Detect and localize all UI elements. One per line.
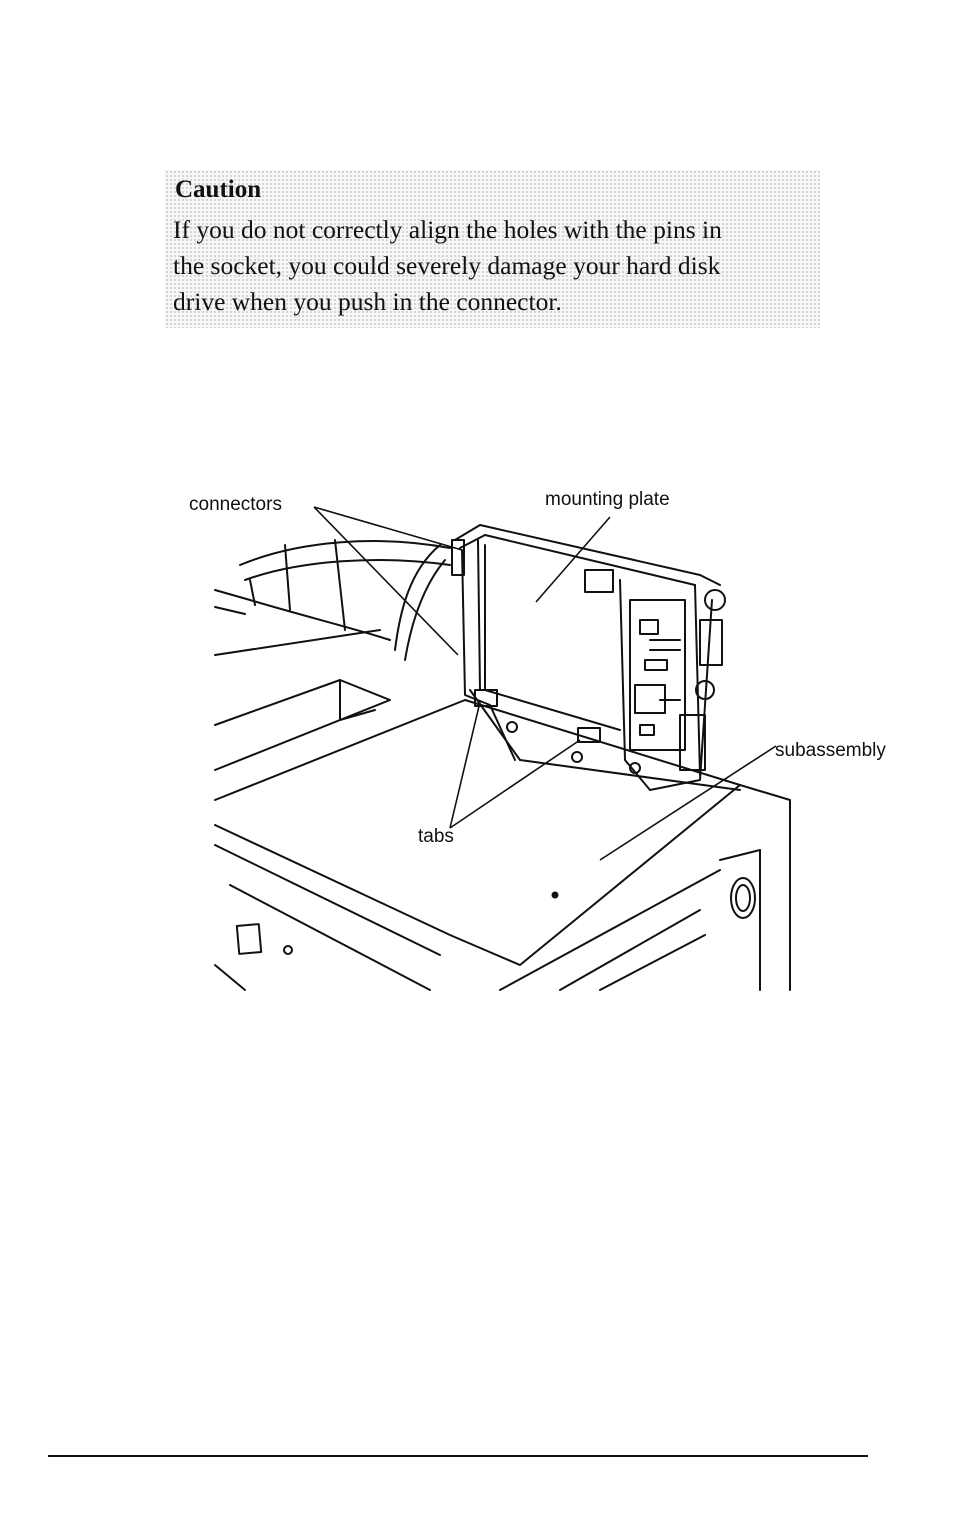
caution-text bbox=[173, 212, 823, 320]
footer-rule bbox=[48, 1455, 868, 1457]
caution-line-2: the socket, you could severely damage your hard disk bbox=[173, 251, 721, 280]
label-connectors: connectors bbox=[189, 494, 282, 515]
caution-title: Caution bbox=[175, 176, 262, 203]
label-subassembly: subassembly bbox=[775, 740, 886, 761]
caution-line-1: If you do not correctly align the holes with the pins in bbox=[173, 215, 722, 244]
caution-line-3: drive when you push in the connector. bbox=[173, 287, 562, 316]
label-tabs: tabs bbox=[418, 826, 454, 847]
label-mounting-plate: mounting plate bbox=[545, 489, 670, 510]
